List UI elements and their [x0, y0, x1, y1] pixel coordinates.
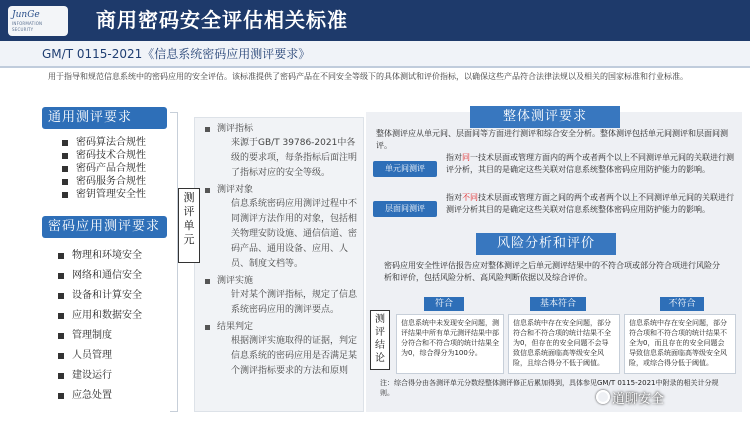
test-object-body: 信息系统密码应用测评过程中不同测评方法作用的对象，包括相关物理安防设施、通信信道、密码产品、通用设备、应用、人员、制度文档等。	[231, 199, 358, 269]
page-title: 商用密码安全评估相关标准	[96, 8, 348, 32]
risk-description: 密码应用安全性评估报告应对整体测评之后单元测评结果中的不符合项或部分符合项进行风险分析和评价，包括风险分析、高风险判断依据以及综合评价。	[384, 261, 720, 282]
risk-analysis-tab: 风险分析和评价	[476, 233, 616, 255]
brand-logo	[8, 6, 68, 36]
verdict-pass-text: 信息系统中未发现安全问题，测评结果中所有单元测评结果中部分符合和不符合项的统计结果全为0，综合得分为100分。	[396, 314, 504, 374]
verdict-basic-pass-text: 信息系统中存在安全问题，部分符合和不符合项的统计结果不全为0，但存在的安全问题不会导致信息系统面临高等级安全风险，且综合得分不低于阈值。	[508, 314, 620, 374]
list-item: 密钥管理安全性	[58, 188, 178, 201]
verdict-pass-label: 符合	[424, 297, 464, 311]
test-unit-panel	[194, 117, 364, 412]
list-item: 建设运行	[54, 366, 174, 386]
result-judgment-head: 结果判定	[195, 321, 363, 334]
standard-subtitle: GM/T 0115-2021《信息系统密码应用测评要求》	[42, 47, 311, 61]
layer-test-text: 指对不同技术层面或管理方面之间的两个或者两个以上不同测评单元间的关联进行测评分析其目的是确定这些关联对信息系统整体密码应用防护能力的影响。	[446, 193, 734, 214]
list-item: 密码服务合规性	[58, 175, 178, 188]
verdict-basic-pass-label: 基本符合	[530, 297, 586, 311]
list-item: 物理和环境安全	[54, 246, 174, 266]
conclusion-note: 注：综合得分由各测评单元分数经整体测评修正后累加得到，具体参见GM/T 0115-2021中附录的相关计分规则。	[380, 379, 719, 397]
test-indicator-head: 测评指标	[195, 123, 363, 136]
list-item: 设备和计算安全	[54, 286, 174, 306]
highlight-same: 同	[462, 153, 470, 162]
unit-test-chip: 单元间测评	[373, 161, 437, 177]
list-item: 人员管理	[54, 346, 174, 366]
test-implementation-head: 测评实施	[195, 275, 363, 288]
list-item: 应急处置	[54, 386, 174, 406]
verdict-fail-label: 不符合	[660, 297, 704, 311]
unit-test-text: 指对同一技术层面或管理方面内的两个或者两个以上不同测评单元间的关联进行测评分析，其目的是确定这些关联对信息系统整体密码应用防护能力的影响。	[446, 153, 734, 174]
result-judgment-body: 根据测评实施取得的证据，判定信息系统的密码应用是否满足某个测评指标要求的方法和原则	[231, 336, 358, 376]
general-requirements-tab: 通用测评要求	[42, 107, 167, 129]
logo-main-text: JunGe	[12, 10, 40, 20]
test-indicator-body: 来源于GB/T 39786-2021中各级的要求项，每条指标后面注明了指标对应的安全等级。	[231, 138, 358, 178]
list-item: 管理制度	[54, 326, 174, 346]
test-unit-label: 测评单元	[178, 188, 200, 263]
list-item: 密码技术合规性	[58, 149, 178, 162]
overall-requirements-tab: 整体测评要求	[470, 106, 620, 128]
test-implementation-body: 针对某个测评指标，规定了信息系统密码应用的测评要点。	[231, 290, 358, 315]
highlight-different: 不同	[462, 193, 478, 202]
layer-test-chip: 层面间测评	[373, 201, 437, 217]
bracket-divider	[170, 112, 178, 412]
list-item: 密码算法合规性	[58, 136, 178, 149]
verdict-fail-text: 信息系统中存在安全问题，部分符合项和不符合项的统计结果不全为0，而且存在的安全问题会导致信息系统面临高等级安全风险，或综合得分低于阈值。	[624, 314, 736, 374]
overall-description: 整体测评应从单元间、层面间等方面进行测评和综合安全分析。整体测评包括单元间测评和层面间测评。	[376, 129, 728, 150]
logo-sub-text: INFORMATION SECURITY	[12, 21, 43, 32]
watermark-text: 道聊安全	[612, 392, 665, 407]
general-requirements-list	[58, 136, 178, 201]
intro-text: 用于指导和规范信息系统中的密码应用的安全评估。该标准提供了密码产品在不同安全等级下的具体测试和评价指标，以确保这些产品符合法律法规以及相关的国家标准和行业标准。	[48, 72, 688, 81]
conclusion-label: 测评结论	[370, 310, 390, 370]
application-requirements-tab: 密码应用测评要求	[42, 216, 167, 238]
list-item: 密码产品合规性	[58, 162, 178, 175]
subtitle-divider	[0, 66, 750, 68]
test-object-head: 测评对象	[195, 184, 363, 197]
wechat-icon	[596, 390, 610, 404]
application-requirements-list	[54, 246, 174, 406]
list-item: 网络和通信安全	[54, 266, 174, 286]
list-item: 应用和数据安全	[54, 306, 174, 326]
